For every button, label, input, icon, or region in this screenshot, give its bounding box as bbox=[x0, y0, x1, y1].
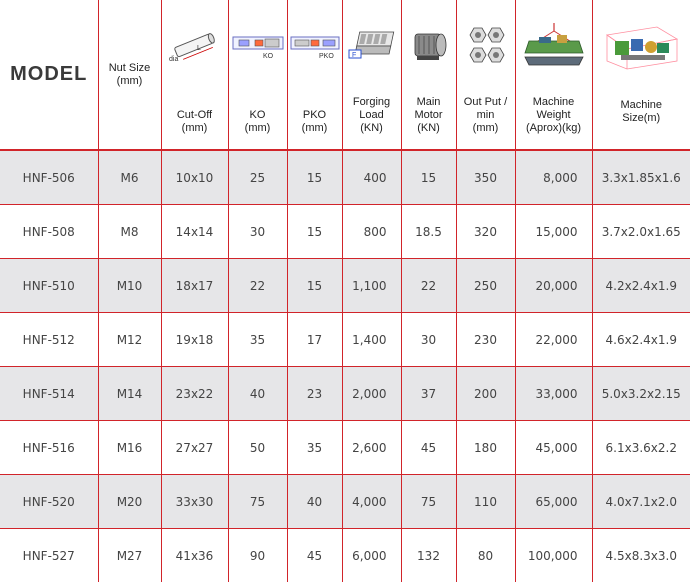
cell-cut-off: 19x18 bbox=[161, 313, 228, 367]
cell-cut-off: 33x30 bbox=[161, 475, 228, 529]
cell-main-motor: 30 bbox=[401, 313, 456, 367]
header-main-motor-label: Main Motor (KN) bbox=[414, 96, 443, 134]
cut-off-diagram-icon bbox=[162, 24, 228, 68]
cell-ko: 40 bbox=[228, 367, 287, 421]
header-ko bbox=[228, 0, 287, 150]
cell-output: 230 bbox=[456, 313, 515, 367]
pko-diagram-icon bbox=[288, 24, 342, 68]
cell-forging-load: 800 bbox=[342, 205, 401, 259]
cell-forging-load: 4,000 bbox=[342, 475, 401, 529]
header-machine-size-label: Machine Size(m) bbox=[620, 99, 663, 124]
header-pko bbox=[287, 0, 342, 150]
table-row bbox=[0, 529, 690, 582]
cell-nut-size: M14 bbox=[98, 367, 161, 421]
header-cut-off bbox=[161, 0, 228, 150]
cell-machine-weight: 22,000 bbox=[515, 313, 592, 367]
cell-cut-off: 14x14 bbox=[161, 205, 228, 259]
hex-nuts-icon bbox=[457, 24, 515, 68]
table-row bbox=[0, 421, 690, 475]
cell-cut-off: 18x17 bbox=[161, 259, 228, 313]
cell-pko: 15 bbox=[287, 205, 342, 259]
machine-size-icon bbox=[593, 24, 690, 68]
cell-pko: 35 bbox=[287, 421, 342, 475]
header-nut-size-label: Nut Size (mm) bbox=[108, 62, 151, 87]
table-row bbox=[0, 205, 690, 259]
cell-pko: 15 bbox=[287, 150, 342, 205]
cell-machine-size: 4.2x2.4x1.9 bbox=[592, 259, 690, 313]
cell-output: 350 bbox=[456, 150, 515, 205]
header-pko-label: PKO (mm) bbox=[301, 109, 328, 134]
header-row bbox=[0, 0, 690, 150]
header-forging-load bbox=[342, 0, 401, 150]
table-body bbox=[0, 150, 690, 582]
header-forging-load-label: Forging Load (KN) bbox=[352, 96, 391, 134]
cell-nut-size: M20 bbox=[98, 475, 161, 529]
cell-ko: 25 bbox=[228, 150, 287, 205]
cell-cut-off: 27x27 bbox=[161, 421, 228, 475]
cell-nut-size: M16 bbox=[98, 421, 161, 475]
cell-main-motor: 75 bbox=[401, 475, 456, 529]
header-main-motor bbox=[401, 0, 456, 150]
cell-nut-size: M6 bbox=[98, 150, 161, 205]
cell-pko: 17 bbox=[287, 313, 342, 367]
cell-machine-size: 6.1x3.6x2.2 bbox=[592, 421, 690, 475]
cell-ko: 90 bbox=[228, 529, 287, 582]
table-row bbox=[0, 259, 690, 313]
header-ko-label: KO (mm) bbox=[244, 109, 271, 134]
cell-machine-weight: 45,000 bbox=[515, 421, 592, 475]
cell-ko: 35 bbox=[228, 313, 287, 367]
table-row bbox=[0, 313, 690, 367]
cell-machine-weight: 33,000 bbox=[515, 367, 592, 421]
cell-machine-weight: 20,000 bbox=[515, 259, 592, 313]
cell-model: HNF-527 bbox=[0, 529, 98, 582]
motor-icon bbox=[402, 24, 456, 68]
table-row bbox=[0, 150, 690, 205]
cell-machine-weight: 100,000 bbox=[515, 529, 592, 582]
header-machine-weight-label: Machine Weight (Aprox)(kg) bbox=[525, 96, 581, 134]
table-row bbox=[0, 367, 690, 421]
cell-pko: 40 bbox=[287, 475, 342, 529]
cell-machine-weight: 65,000 bbox=[515, 475, 592, 529]
cell-machine-weight: 15,000 bbox=[515, 205, 592, 259]
cell-output: 110 bbox=[456, 475, 515, 529]
header-output bbox=[456, 0, 515, 150]
cell-ko: 50 bbox=[228, 421, 287, 475]
cell-main-motor: 45 bbox=[401, 421, 456, 475]
ko-diagram-icon bbox=[229, 24, 287, 68]
cell-nut-size: M27 bbox=[98, 529, 161, 582]
header-machine-size bbox=[592, 0, 690, 150]
cell-ko: 30 bbox=[228, 205, 287, 259]
svg-text:KO: KO bbox=[262, 53, 273, 60]
cell-forging-load: 2,600 bbox=[342, 421, 401, 475]
cell-cut-off: 23x22 bbox=[161, 367, 228, 421]
cell-ko: 75 bbox=[228, 475, 287, 529]
cell-output: 250 bbox=[456, 259, 515, 313]
cell-ko: 22 bbox=[228, 259, 287, 313]
header-output-label: Out Put / min (mm) bbox=[463, 96, 508, 134]
cell-model: HNF-516 bbox=[0, 421, 98, 475]
svg-text:L: L bbox=[196, 45, 201, 52]
cell-cut-off: 10x10 bbox=[161, 150, 228, 205]
svg-text:PKO: PKO bbox=[318, 53, 334, 60]
cell-output: 180 bbox=[456, 421, 515, 475]
cell-model: HNF-514 bbox=[0, 367, 98, 421]
cell-main-motor: 18.5 bbox=[401, 205, 456, 259]
cell-cut-off: 41x36 bbox=[161, 529, 228, 582]
svg-text:F: F bbox=[351, 52, 356, 59]
header-cut-off-label: Cut-Off (mm) bbox=[176, 109, 213, 134]
header-model: MODEL bbox=[0, 0, 98, 150]
cell-model: HNF-506 bbox=[0, 150, 98, 205]
cell-forging-load: 1,100 bbox=[342, 259, 401, 313]
cell-pko: 45 bbox=[287, 529, 342, 582]
cell-main-motor: 37 bbox=[401, 367, 456, 421]
cell-output: 200 bbox=[456, 367, 515, 421]
cell-forging-load: 2,000 bbox=[342, 367, 401, 421]
cell-nut-size: M12 bbox=[98, 313, 161, 367]
cell-machine-size: 4.0x7.1x2.0 bbox=[592, 475, 690, 529]
cell-forging-load: 1,400 bbox=[342, 313, 401, 367]
cell-machine-size: 3.7x2.0x1.65 bbox=[592, 205, 690, 259]
cell-machine-size: 3.3x1.85x1.6 bbox=[592, 150, 690, 205]
cell-main-motor: 132 bbox=[401, 529, 456, 582]
cell-main-motor: 22 bbox=[401, 259, 456, 313]
cell-model: HNF-520 bbox=[0, 475, 98, 529]
cell-machine-weight: 8,000 bbox=[515, 150, 592, 205]
svg-text:dia: dia bbox=[168, 56, 178, 63]
cell-main-motor: 15 bbox=[401, 150, 456, 205]
cell-pko: 15 bbox=[287, 259, 342, 313]
cell-machine-size: 4.5x8.3x3.0 bbox=[592, 529, 690, 582]
cell-pko: 23 bbox=[287, 367, 342, 421]
forging-dies-icon bbox=[343, 24, 401, 68]
cell-nut-size: M10 bbox=[98, 259, 161, 313]
table-row bbox=[0, 475, 690, 529]
cell-machine-size: 5.0x3.2x2.15 bbox=[592, 367, 690, 421]
cell-model: HNF-512 bbox=[0, 313, 98, 367]
cell-forging-load: 400 bbox=[342, 150, 401, 205]
cell-model: HNF-510 bbox=[0, 259, 98, 313]
cell-output: 320 bbox=[456, 205, 515, 259]
cell-model: HNF-508 bbox=[0, 205, 98, 259]
cell-output: 80 bbox=[456, 529, 515, 582]
cell-forging-load: 6,000 bbox=[342, 529, 401, 582]
cell-nut-size: M8 bbox=[98, 205, 161, 259]
cell-machine-size: 4.6x2.4x1.9 bbox=[592, 313, 690, 367]
header-machine-weight bbox=[515, 0, 592, 150]
machine-weight-icon bbox=[516, 24, 592, 68]
header-nut-size bbox=[98, 0, 161, 150]
